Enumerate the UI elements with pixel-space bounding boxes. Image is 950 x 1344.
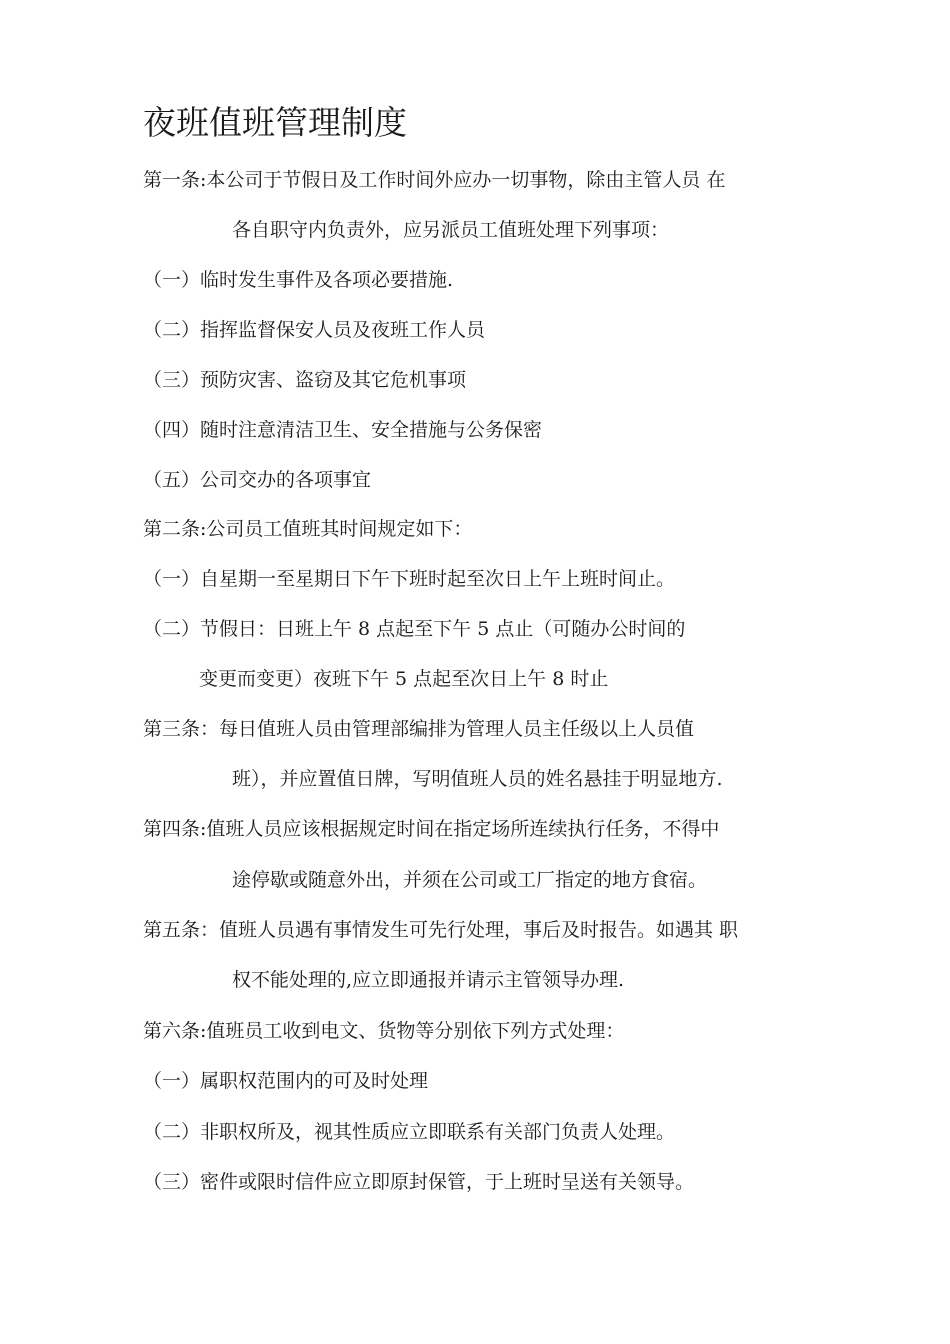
article-2-item-2: （二）节假日：日班上午 8 点起至下午 5 点止（可随办公时间的 [143, 618, 686, 640]
article-4-line-2: 途停歇或随意外出，并须在公司或工厂指定的地方食宿。 [232, 869, 708, 891]
article-6-line-1: 第六条:值班员工收到电文、货物等分别依下列方式处理： [143, 1020, 625, 1042]
article-6-item-1: （一）属职权范围内的可及时处理 [143, 1070, 429, 1092]
article-5-line-2: 权不能处理的,应立即通报并请示主管领导办理. [232, 969, 625, 991]
article-1-item-5: （五）公司交办的各项事宜 [143, 469, 372, 491]
article-4-line-1: 第四条:值班人员应该根据规定时间在指定场所连续执行任务，不得中 [143, 818, 720, 840]
article-2-item-2-cont: 变更而变更）夜班下午 5 点起至次日上午 8 时止 [199, 668, 609, 690]
article-1-item-3: （三）预防灾害、盗窃及其它危机事项 [143, 369, 467, 391]
article-3-line-2: 班），并应置值日牌，写明值班人员的姓名悬挂于明显地方. [232, 768, 723, 790]
article-3-line-1: 第三条：每日值班人员由管理部编排为管理人员主任级以上人员值 [143, 718, 695, 740]
article-1-item-1: （一）临时发生事件及各项必要措施. [143, 269, 454, 291]
article-2-item-1: （一）自星期一至星期日下午下班时起至次日上午上班时间止。 [143, 568, 676, 590]
article-1-item-2: （二）指挥监督保安人员及夜班工作人员 [143, 319, 486, 341]
document-title: 夜班值班管理制度 [143, 103, 407, 142]
article-2-line-1: 第二条:公司员工值班其时间规定如下： [143, 518, 473, 540]
article-1-line-2: 各自职守内负责外，应另派员工值班处理下列事项： [232, 219, 670, 241]
article-1-item-4: （四）随时注意清洁卫生、安全措施与公务保密 [143, 419, 543, 441]
article-5-line-1: 第五条：值班人员遇有事情发生可先行处理，事后及时报告。如遇其 职 [143, 919, 739, 941]
article-6-item-3: （三）密件或限时信件应立即原封保管，于上班时呈送有关领导。 [143, 1171, 695, 1193]
article-1-line-1: 第一条:本公司于节假日及工作时间外应办一切事物，除由主管人员 在 [143, 169, 726, 191]
article-6-item-2: （二）非职权所及，视其性质应立即联系有关部门负责人处理。 [143, 1121, 676, 1143]
